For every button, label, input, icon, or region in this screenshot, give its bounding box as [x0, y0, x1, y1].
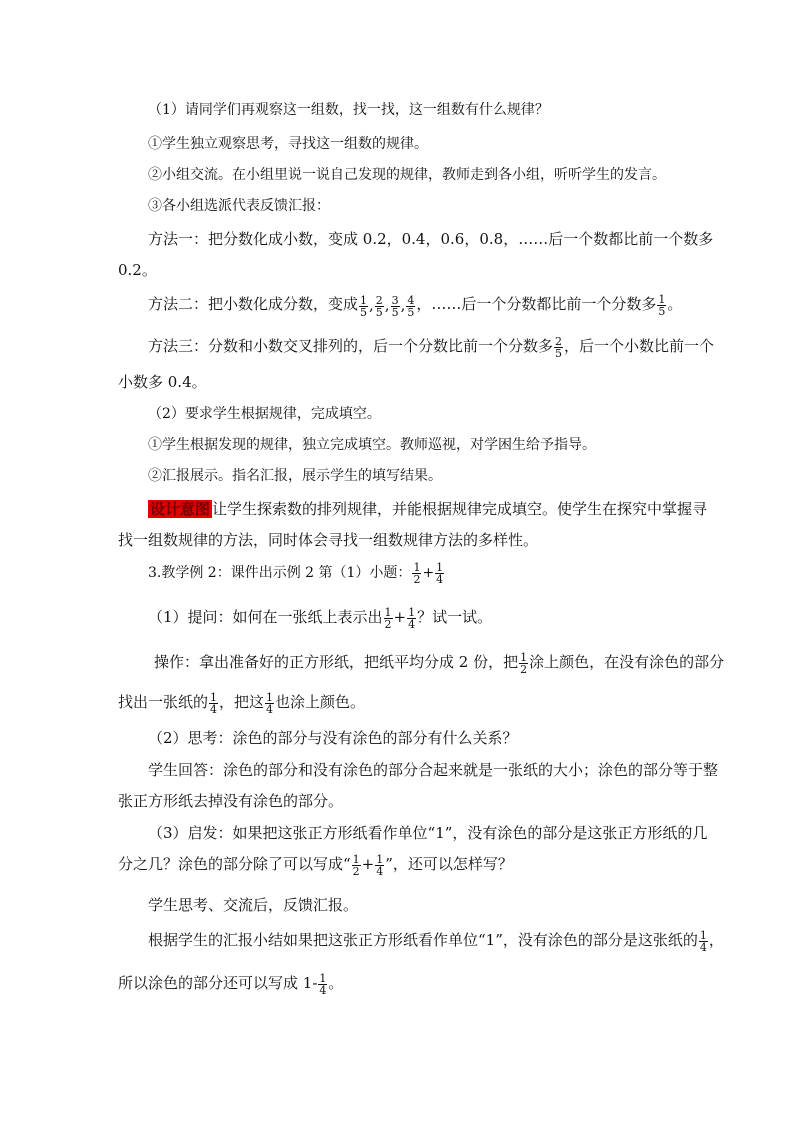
- question-3-suffix: ”，还可以怎样写？: [385, 855, 513, 873]
- requirement-2: （2）要求学生根据规律，完成填空。: [148, 406, 381, 422]
- operation-suffix: 涂上颜色，在没有涂色的部分: [529, 653, 725, 671]
- fraction-half: $\frac{1}{2}$: [413, 560, 421, 586]
- operation-line-1: [154, 648, 724, 676]
- summary-text: 根据学生的汇报小结如果把这张正方形纸看作单位“1”，没有涂色的部分是这张纸的: [148, 931, 698, 949]
- question-2-think: （2）思考：涂色的部分与没有涂色的部分有什么关系？: [148, 729, 518, 747]
- fraction-quarter: $\frac{1}{4}$: [376, 852, 384, 878]
- fraction-quarter: $\frac{1}{4}$: [436, 560, 444, 586]
- example-2-heading: [148, 558, 445, 588]
- example-2-prefix: 3.教学例 2：课件出示例 2 第（1）小题：: [148, 565, 412, 581]
- fraction-half: $\frac{1}{2}$: [384, 605, 392, 631]
- student-answer-line-2: 张正方形纸去掉没有涂色的部分。: [118, 792, 344, 810]
- fraction-three-fifths: $\frac{3}{5}$: [391, 293, 399, 319]
- method-1-line-1: 方法一：把分数化成小数，变成 0.2，0.4，0.6，0.8，……后一个数都比前一个数多: [148, 230, 714, 248]
- plus-sign: +: [361, 855, 375, 873]
- method-3-line-2: 小数多 0.4。: [118, 373, 207, 391]
- question-3-line-2: [118, 850, 513, 878]
- design-intent-tag: 设计意图: [150, 500, 211, 518]
- design-intent-text: 让学生探索数的排列规律，并能根据规律完成填空。使学生在探究中掌握寻: [212, 500, 708, 518]
- ask-prefix: （1）提问：如何在一张纸上表示出: [148, 608, 383, 626]
- fraction-one-fifth: $\frac{1}{5}$: [360, 293, 368, 319]
- summary-2-suffix: 。: [328, 974, 344, 992]
- summary-line-1: [148, 926, 724, 954]
- method-2-middle: ，……后一个分数都比前一个分数多: [416, 295, 657, 313]
- fraction-quarter: $\frac{1}{4}$: [210, 690, 218, 716]
- fraction-sequence: $\frac{1}{5}$ , $\frac{2}{5}$ , $\frac{3}{5}$ , $\frac{4}{5}$: [360, 293, 415, 319]
- method-2-prefix: 方法二：把小数化成分数，变成: [148, 295, 359, 313]
- operation-2-prefix: 找出一张纸的: [118, 693, 209, 711]
- question-1-ask: [148, 603, 492, 631]
- summary-2-prefix: 所以涂色的部分还可以写成 1-: [118, 974, 318, 992]
- step-observe: ①学生独立观察思考，寻找这一组数的规律。: [148, 136, 428, 152]
- method-2: [148, 290, 682, 319]
- step-present: ②汇报展示。指名汇报，展示学生的填写结果。: [148, 468, 442, 484]
- step-group-discuss: ②小组交流。在小组里说一说自己发现的规律，教师走到各小组，听听学生的发言。: [148, 167, 666, 183]
- fraction-two-fifths-diff: $\frac{2}{5}$: [555, 334, 563, 360]
- plus-sign: +: [422, 565, 435, 581]
- summary-end: ，: [708, 931, 724, 949]
- step-fill-blank: ①学生根据发现的规律，独立完成填空。教师巡视，对学困生给予指导。: [148, 437, 596, 453]
- students-feedback: 学生思考、交流后，反馈汇报。: [148, 896, 359, 914]
- fraction-four-fifths: $\frac{4}{5}$: [407, 293, 415, 319]
- operation-prefix: 操作：拿出准备好的正方形纸，把纸平均分成 2 份，把: [154, 653, 519, 671]
- fraction-quarter: $\frac{1}{4}$: [408, 605, 416, 631]
- operation-2-suffix: 也涂上颜色。: [275, 693, 366, 711]
- design-intent-line-2: 找一组数规律的方法，同时体会寻找一组数规律方法的多样性。: [118, 531, 539, 549]
- method-3-line-1: [148, 332, 714, 360]
- fraction-half: $\frac{1}{2}$: [520, 650, 528, 676]
- question-3-prefix: 分之几？涂色的部分除了可以写成“: [118, 855, 351, 873]
- ask-suffix: ？试一试。: [417, 608, 493, 626]
- method-3-prefix: 方法三：分数和小数交叉排列的，后一个分数比前一个分数多: [148, 337, 554, 355]
- method-2-end: 。: [667, 295, 683, 313]
- question-1: （1）请同学们再观察这一组数，找一找，这一组数有什么规律？: [148, 102, 549, 118]
- method-1-line-2: 0.2。: [118, 261, 157, 279]
- operation-line-2: [118, 688, 365, 716]
- student-answer-line-1: 学生回答：涂色的部分和没有涂色的部分合起来就是一张纸的大小；涂色的部分等于整: [148, 761, 719, 779]
- question-3-line-1: （3）启发：如果把这张正方形纸看作单位“1”，没有涂色的部分是这张正方形纸的几: [148, 824, 708, 842]
- fraction-quarter: $\frac{1}{4}$: [266, 690, 274, 716]
- plus-sign: +: [393, 608, 407, 626]
- operation-2-middle: ，把这: [219, 693, 265, 711]
- design-intent-line-1: [148, 499, 707, 519]
- step-report: ③各小组选派代表反馈汇报：: [148, 198, 330, 214]
- fraction-two-fifths: $\frac{2}{5}$: [375, 293, 383, 319]
- method-3-suffix: ，后一个小数比前一个: [564, 337, 715, 355]
- fraction-quarter: $\frac{1}{4}$: [699, 928, 707, 954]
- fraction-one-fifth-diff: $\frac{1}{5}$: [658, 292, 666, 318]
- fraction-quarter: $\frac{1}{4}$: [319, 971, 327, 997]
- summary-line-2: [118, 969, 343, 997]
- fraction-half: $\frac{1}{2}$: [352, 852, 360, 878]
